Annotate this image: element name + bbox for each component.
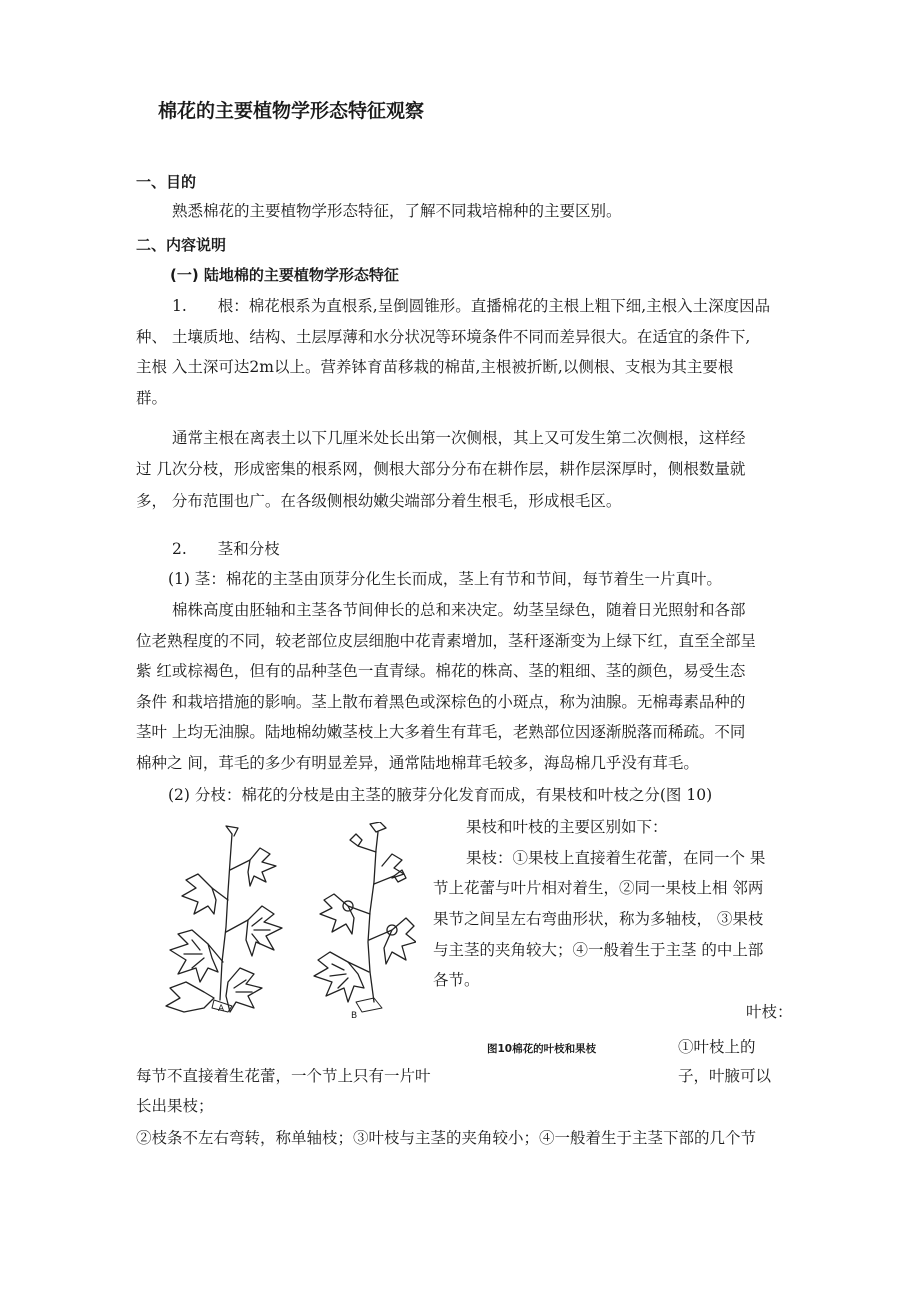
leaf-branch-right-1: ①叶枝上的 [678,1038,756,1056]
cotton-branch-figure [148,822,416,1018]
root-line-2: 种、 土壤质地、结构、土层厚薄和水分状况等环境条件不同而差异很大。在适宜的条件下, [136,328,751,346]
leaf-branch-label: 叶枝： [746,1003,793,1021]
purpose-text: 熟悉棉花的主要植物学形态特征，了解不同栽培棉种的主要区别。 [172,202,622,220]
figure-caption: 图10棉花的叶枝和果枝 [487,1043,597,1055]
leaf-branch-right-2: 子，叶腋可以 [678,1067,772,1085]
fruit-branch-line-3: 果节之间呈左右弯曲形状，称为多轴枝， ③果枝 [433,910,764,928]
stem-para-line-1: 棉株高度由胚轴和主茎各节间伸长的总和来决定。幼茎呈绿色，随着日光照射和各部 [172,601,746,619]
stem-para-line-6: 棉种之 间，茸毛的多少有明显差异，通常陆地棉茸毛较多，海岛棉几乎没有茸毛。 [136,754,699,772]
leaf-branch-last-line: ②枝条不左右弯转，称单轴枝；③叶枝与主茎的夹角较小；④一般着生于主茎下部的几个节 [136,1129,757,1147]
section-heading-purpose: 一、目的 [136,173,197,191]
leaf-branch-left-1: 每节不直接着生花蕾，一个节上只有一片叶 [136,1067,431,1085]
root-line-4: 群。 [136,389,168,407]
subheading-upland-cotton: (一) 陆地棉的主要植物学形态特征 [170,266,399,284]
figure-label-b: B [351,1011,358,1021]
stem-heading: 2. 茎和分枝 [172,540,280,558]
plant-a-drawing [166,826,282,1012]
root-line-3: 主根 入土深可达2m以上。营养钵育苗移栽的棉苗,主根被折断,以侧根、支根为其主要根 [136,358,734,376]
fruit-branch-line-2: 节上花蕾与叶片相对着生，②同一果枝上相 邻两 [433,879,764,897]
stem-item-2: (2) 分枝：棉花的分枝是由主茎的腋芽分化发育而成，有果枝和叶枝之分(图 10) [168,786,713,804]
root-line-1: 1. 根：棉花根系为直根系,呈倒圆锥形。直播棉花的主根上粗下细,主根入土深度因品 [172,297,771,315]
root-para2-line-1: 通常主根在离表土以下几厘米处长出第一次侧根，其上又可发生第二次侧根，这样经 [172,429,746,447]
stem-para-line-4: 条件 和栽培措施的影响。茎上散布着黑色或深棕色的小斑点，称为油腺。无棉毒素品种的 [136,693,746,711]
leaf-branch-left-2: 长出果枝； [136,1097,214,1115]
root-para2-line-2: 过 几次分枝，形成密集的根系网，侧根大部分分布在耕作层，耕作层深厚时，侧根数量就 [136,460,746,478]
branches-intro: 果枝和叶枝的主要区别如下： [466,818,668,836]
fruit-branch-line-5: 各节。 [433,971,480,989]
stem-para-line-5: 茎叶 上均无油腺。陆地棉幼嫩茎枝上大多着生有茸毛，老熟部位因逐渐脱落而稀疏。不同 [136,723,746,741]
page-title: 棉花的主要植物学形态特征观察 [158,100,425,122]
fruit-branch-line-4: 与主茎的夹角较大；④一般着生于主茎 的中上部 [433,941,764,959]
section-heading-content: 二、内容说明 [136,236,227,254]
stem-para-line-3: 紫 红或棕褐色，但有的品种茎色一直青绿。棉花的株高、茎的粗细、茎的颜色，易受生态 [136,662,746,680]
figure-label-a: A [218,1004,225,1014]
fruit-branch-line-1: 果枝：①果枝上直接着生花蕾，在同一个 果 [466,849,766,867]
root-para2-line-3: 多， 分布范围也广。在各级侧根幼嫩尖端部分着生根毛，形成根毛区。 [136,492,622,510]
stem-item-1: (1) 茎：棉花的主茎由顶芽分化生长而成，茎上有节和节间，每节着生一片真叶。 [168,570,722,588]
plant-b-drawing [314,822,416,1012]
stem-para-line-2: 位老熟程度的不同，较老部位皮层细胞中花青素增加，茎秆逐渐变为上绿下红，直至全部呈 [136,632,757,650]
